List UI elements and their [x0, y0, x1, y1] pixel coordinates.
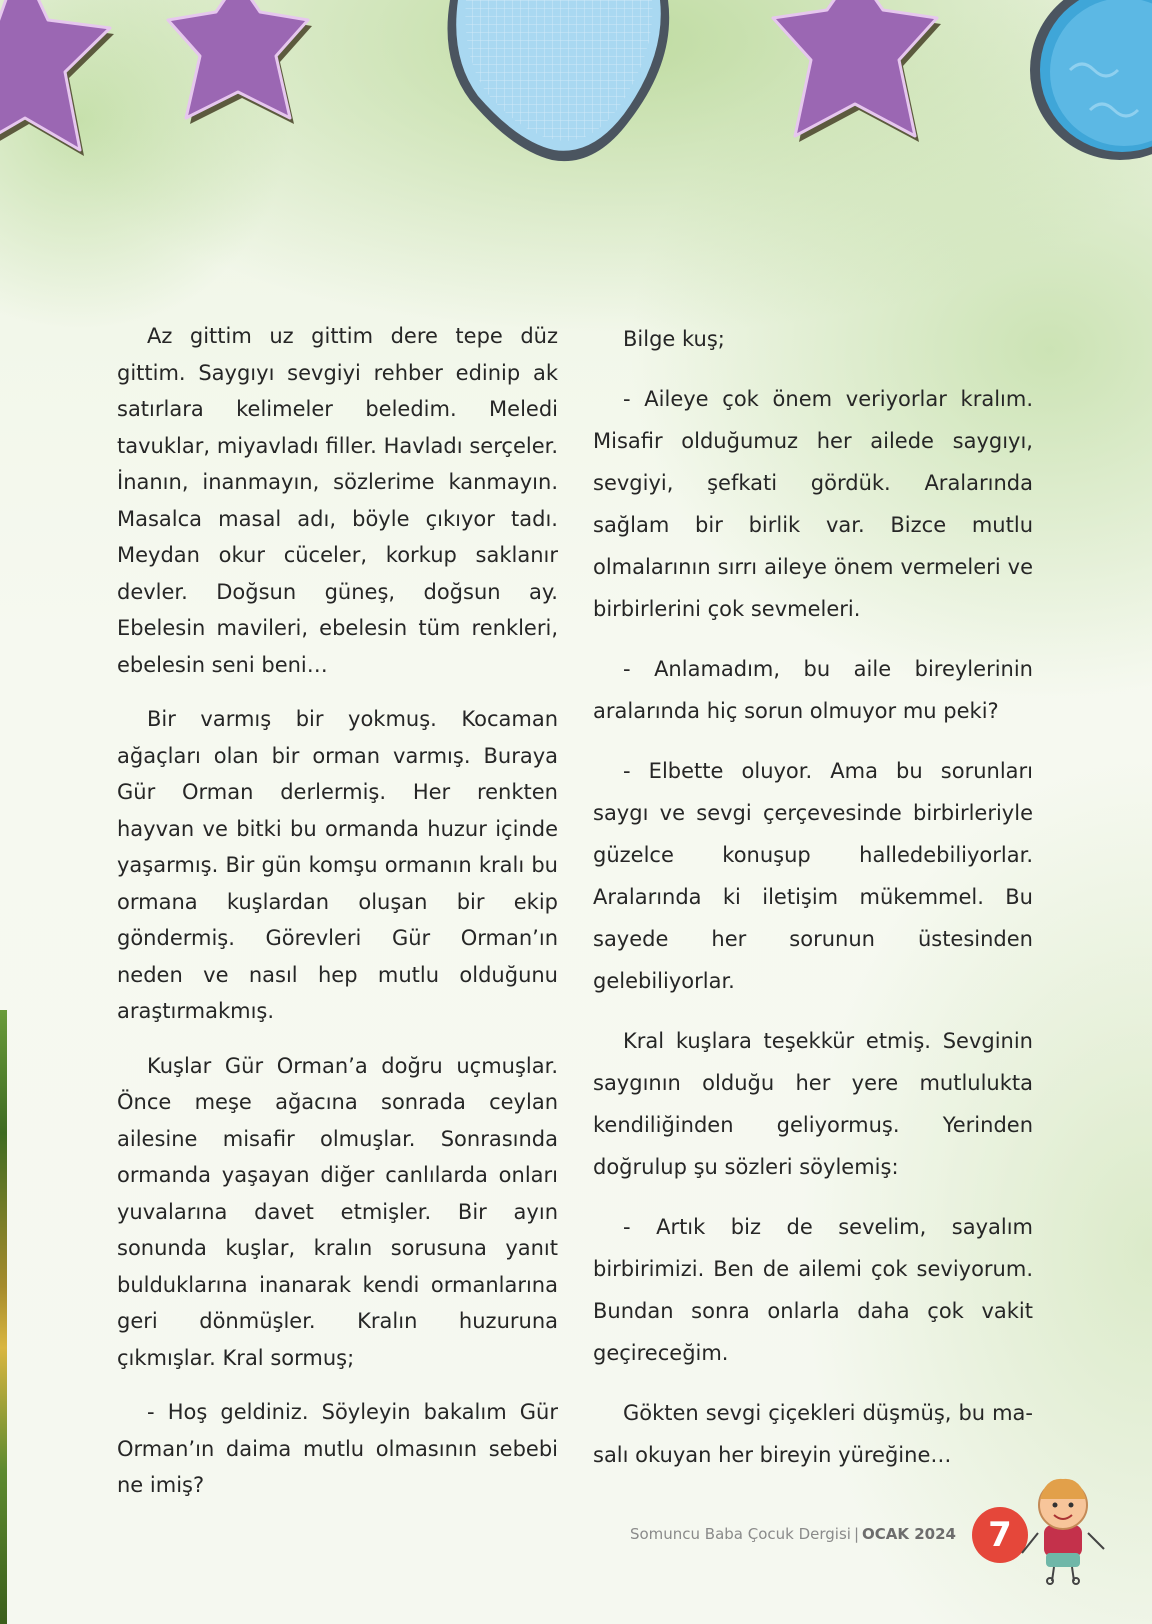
- paragraph: - Anlamadım, bu aile bireylerinin aralarında hiç sorun olmuyor mu peki?: [593, 657, 1033, 723]
- purple-star-icon: [0, 0, 114, 156]
- round-pool-icon: [1030, 0, 1152, 160]
- top-decoration: [0, 0, 1152, 200]
- issue-date: OCAK 2024: [862, 1525, 956, 1543]
- child-mascot-icon: [1020, 1475, 1120, 1585]
- paragraph: Bilge kuş;: [623, 327, 725, 351]
- paragraph: Kral kuşlara teşekkür etmiş. Sevginin saygının olduğu her yere mutlulukta kendiliğinden geliyormuş. Yerinden doğrulup şu sözleri söylemiş:: [593, 1029, 1033, 1179]
- paragraph: - Hoş geldiniz. Söyleyin bakalım Gür Orman’ın daima mutlu olmasının sebebi ne imiş?: [117, 1400, 558, 1497]
- magazine-name: Somuncu Baba Çocuk Dergisi: [629, 1525, 851, 1543]
- purple-star-icon: [168, 0, 312, 124]
- paragraph: Kuşlar Gür Orman’a doğru uçmuşlar. Önce meşe ağacına sonrada ceylan ailesine misafir olmuşlar. Sonrasında ormanda yaşayan diğer canlılarda onları yuvalarına davet etmişler. Bir ayın sonunda kuşlar, kralın sorusuna yanıt bulduklarına inanarak kendi ormanlarına geri dönmüşler. Kralın huzuruna çıkmışlar. Kral sormuş;: [117, 1053, 558, 1370]
- purple-star-icon: [773, 0, 941, 142]
- page-number-badge: 7: [972, 1507, 1028, 1563]
- footer-credit: [630, 1525, 956, 1543]
- left-text-column: [117, 318, 558, 1522]
- pool-icon: [448, 0, 670, 161]
- paragraph: Bir varmış bir yokmuş. Kocaman ağaçları olan bir orman varmış. Buraya Gür Orman derlermiş. Her renkten hayvan ve bitki bu ormanda huzur içinde yaşarmış. Bir gün komşu ormanın kralı bu ormana kuşlardan oluşan bir ekip göndermiş. Görevleri Gür Orman’ın neden ve nasıl hep mutlu olduğunu araştırmakmış.: [117, 707, 558, 1023]
- paragraph: Az gittim uz gittim dere tepe düz gittim. Saygıyı sevgiyi rehber edinip ak satırlara kelimeler beledim. Meledi tavuklar, miyavladı filler. Havladı serçeler. İnanın, inanmayın, sözlerime kanmayın. Masalca masal adı, böyle çıkıyor tadı. Meydan okur cüceler, korkup saklanır devler. Doğsun güneş, doğsun ay. Ebelesin mavileri, ebelesin tüm renkleri, ebelesin seni beni…: [117, 324, 558, 677]
- paragraph: - Artık biz de sevelim, sayalım birbirimizi. Ben de ailemi çok seviyorum. Bundan sonra onlarla daha çok vakit geçireceğim.: [593, 1215, 1033, 1365]
- left-edge-illustration: [0, 1010, 7, 1624]
- paragraph: Gökten sevgi çiçekleri düşmüş, bu masalı okuyan her bireyin yüreğine…: [593, 1401, 1033, 1467]
- paragraph: - Elbette oluyor. Ama bu sorunları saygı ve sevgi çerçevesinde birbirleriyle güzelce konuşup halledebiliyorlar. Aralarında ki iletişim mükemmel. Bu sayede her sorunun üstesinden gelebiliyorlar.: [593, 759, 1033, 993]
- right-text-column: [593, 318, 1033, 1494]
- footer-separator: |: [853, 1525, 860, 1543]
- paragraph: - Aileye çok önem veriyorlar kralım. Misafir olduğumuz her ailede saygıyı, sevgiyi, şefkati gördük. Aralarında sağlam bir birlik var. Bizce mutlu olmalarının sırrı aileye önem vermeleri ve birbirlerini çok sevmeleri.: [593, 387, 1033, 621]
